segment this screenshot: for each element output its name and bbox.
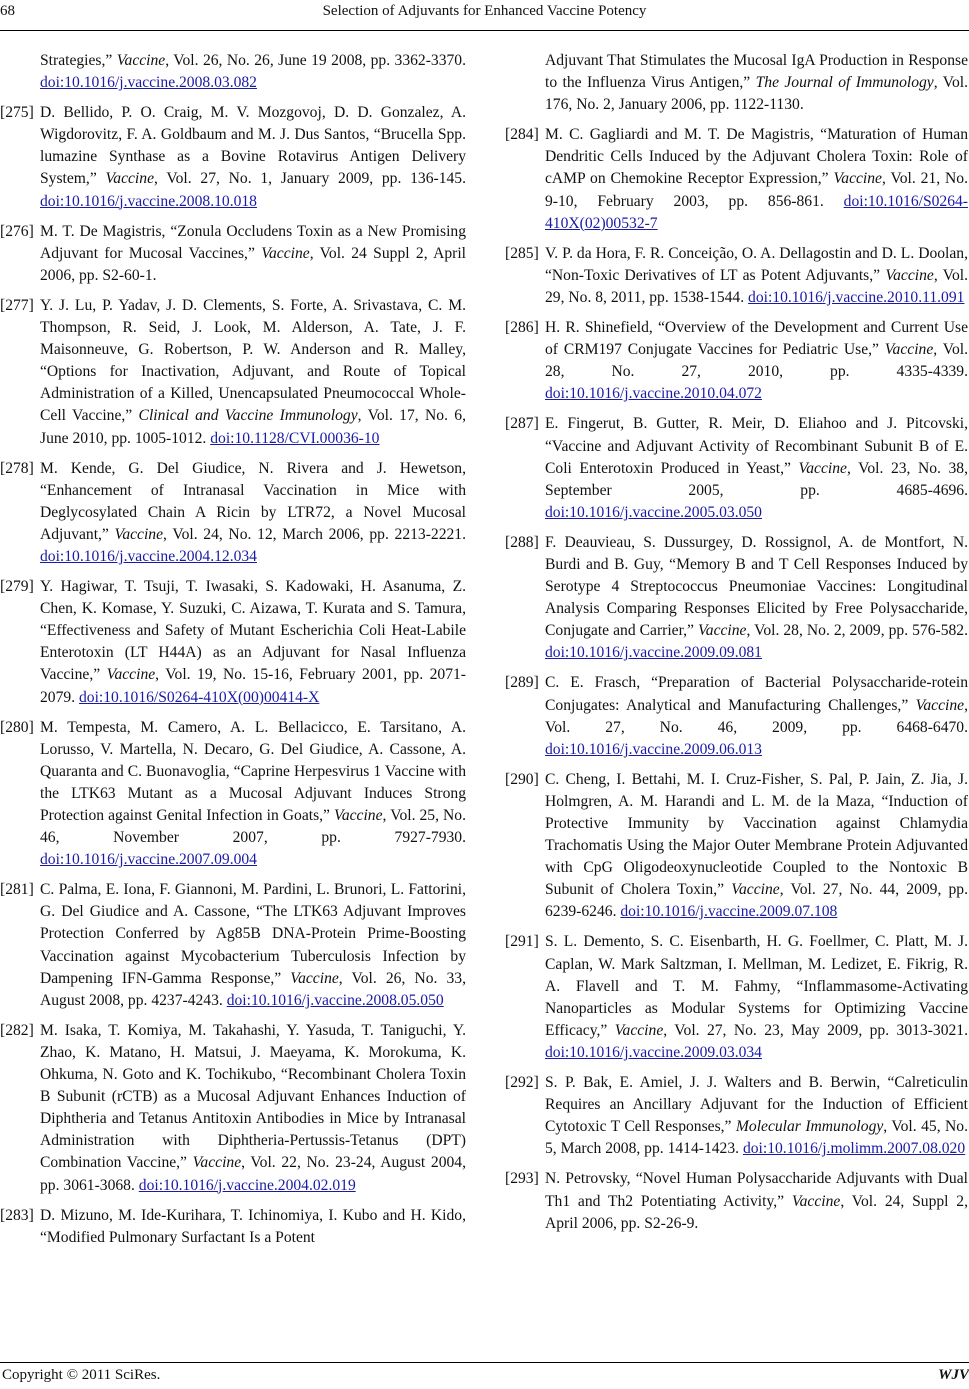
reference-text: C. E. Frasch, “Preparation of Bacterial Polysaccharide-rotein Conjugates: Analytical and Manufacturing Challenges,” bbox=[545, 674, 968, 714]
reference-entry bbox=[0, 1205, 466, 1249]
reference-text: V. P. da Hora, F. R. Conceição, O. A. Dellagostin and D. L. Doolan, “Non-Toxic Derivatives of LT as Potent Adjuvants,” bbox=[545, 244, 968, 284]
reference-text: M. C. Gagliardi and M. T. De Magistris, “Maturation of Human Dendritic Cells Induced by the Adjuvant Cholera Toxin: Role of cAMP on Chemokine Receptor Expression,” bbox=[545, 126, 968, 188]
doi-link[interactable]: doi:10.1016/j.vaccine.2008.05.050 bbox=[226, 991, 444, 1009]
doi-link[interactable]: doi:10.1016/j.vaccine.2009.07.108 bbox=[620, 903, 838, 921]
reference-journal: Vaccine bbox=[915, 696, 965, 714]
reference-details: , Vol. 27, No. 1, January 2009, pp. 136-145. bbox=[154, 170, 467, 188]
reference-journal: Molecular Immunology bbox=[735, 1118, 884, 1136]
doi-link[interactable]: doi:10.1016/j.vaccine.2005.03.050 bbox=[545, 503, 762, 521]
copyright-notice: Copyright © 2011 SciRes. bbox=[2, 1367, 161, 1383]
references-left-column bbox=[0, 50, 466, 1257]
reference-text: D. Mizuno, M. Ide-Kurihara, T. Ichinomiya, I. Kubo and H. Kido, “Modified Pulmonary Surfactant Is a Potent bbox=[40, 1206, 466, 1246]
reference-text: Y. Hagiwar, T. Tsuji, T. Iwasaki, S. Kadowaki, H. Asanuma, Z. Chen, K. Komase, Y. Suzuki, C. Aizawa, T. Kurata and S. Tamura, “Effectiveness and Safety of Mutant Escherichia Coli Heat-Labile Enterotoxin (LT H44A) as an Adjuvant for Nasal Influenza Vaccine,” bbox=[40, 578, 466, 684]
reference-text: Adjuvant That Stimulates the Mucosal IgA Production in Response to the Influenza Virus Antigen,” bbox=[545, 52, 968, 92]
reference-entry bbox=[505, 124, 968, 234]
doi-link[interactable]: doi:10.1016/j.vaccine.2010.04.072 bbox=[545, 385, 762, 403]
reference-number: [279] bbox=[0, 578, 34, 596]
doi-link[interactable]: doi:10.1016/j.vaccine.2004.12.034 bbox=[40, 547, 257, 565]
doi-link[interactable]: doi:10.1016/j.vaccine.2009.03.034 bbox=[545, 1043, 762, 1061]
reference-entry bbox=[505, 50, 968, 116]
reference-number: [276] bbox=[0, 222, 34, 240]
references-right-column bbox=[505, 50, 968, 1243]
reference-entry bbox=[0, 458, 466, 568]
reference-number: [287] bbox=[505, 415, 539, 433]
reference-journal: Vaccine bbox=[114, 525, 164, 543]
reference-text: M. Isaka, T. Komiya, M. Takahashi, Y. Yasuda, T. Taniguchi, Y. Zhao, K. Matano, H. Matsui, J. Maeyama, K. Morokuma, K. Ohkuma, N. Goto and K. Tochikubo, “Recombinant Cholera Toxin B Subunit (rCTB) as a Mucosal Adjuvant Enhances Induction of Diphtheria and Tetanus Antitoxin Antibodies in Mice by Intranasal Administration with Diphtheria-Pertussis-Tetanus (DPT) Combination Vaccine,” bbox=[40, 1021, 466, 1172]
reference-number: [285] bbox=[505, 244, 539, 262]
reference-journal: Vaccine bbox=[697, 622, 747, 640]
reference-number: [280] bbox=[0, 718, 34, 736]
reference-entry bbox=[0, 221, 466, 287]
reference-text: M. T. De Magistris, “Zonula Occludens Toxin as a New Promising Adjuvant for Mucosal Vaccines,” bbox=[40, 222, 466, 262]
reference-text: Y. J. Lu, P. Yadav, J. D. Clements, S. Forte, A. Srivastava, C. M. Thompson, R. Seid, J. Look, M. Alderson, A. Tate, J. F. Maisonneuve, G. Robertson, P. W. Anderson and R. Malley, “Options for Inactivation, Adjuvant, and Route of Topical Administration of a Killed, Unencapsulated Pneumococcal Whole-Cell Vaccine,” bbox=[40, 296, 466, 425]
reference-number: [292] bbox=[505, 1074, 539, 1092]
reference-entry bbox=[505, 1168, 968, 1234]
reference-number: [282] bbox=[0, 1021, 34, 1039]
reference-entry bbox=[0, 50, 466, 94]
page-header bbox=[0, 0, 969, 31]
reference-text: C. Palma, E. Iona, F. Giannoni, M. Pardini, L. Brunori, L. Fattorini, G. Del Giudice and A. Cassone, “The LTK63 Adjuvant Improves Protection Conferred by Ag85B DNA-Protein Prime-Boosting Vaccination against Mycobacterium Tuberculosis Infection by Dampening IFN-Gamma Response,” bbox=[40, 881, 466, 987]
reference-number: [293] bbox=[505, 1170, 539, 1188]
reference-journal: Vaccine bbox=[731, 881, 780, 899]
reference-text: N. Petrovsky, “Novel Human Polysaccharide Adjuvants with Dual Th1 and Th2 Potentiating Activity,” bbox=[545, 1170, 968, 1210]
reference-details: , Vol. 26, No. 26, June 19 2008, pp. 3362-3370. bbox=[165, 52, 466, 69]
reference-details: , Vol. 176, No. 2, January 2006, pp. 1122-1130. bbox=[545, 74, 968, 114]
reference-details: , Vol. 21, No. 9-10, February 2003, pp. 856-861. bbox=[545, 170, 968, 210]
reference-text: E. Fingerut, B. Gutter, R. Meir, D. Eliahoo and J. Pitcovski, “Vaccine and Adjuvant Activity of Recombinant Subunit B of E. Coli Enterotoxin Produced in Yeast,” bbox=[545, 415, 968, 477]
reference-text: H. R. Shinefield, “Overview of the Development and Current Use of CRM197 Conjugate Vaccines for Pediatric Use,” bbox=[545, 319, 968, 359]
reference-journal: Vaccine bbox=[334, 807, 383, 824]
doi-link[interactable]: doi:10.1016/j.vaccine.2009.06.013 bbox=[545, 740, 762, 758]
reference-journal: Vaccine bbox=[885, 266, 934, 284]
reference-text: Strategies,” bbox=[40, 52, 117, 69]
reference-entry bbox=[0, 576, 466, 709]
reference-text: S. P. Bak, E. Amiel, J. J. Walters and B. Berwin, “Calreticulin Requires an Ancillary Adjuvant for the Induction of Efficient Cytotoxic T Cell Responses,” bbox=[545, 1074, 968, 1136]
reference-entry bbox=[505, 413, 968, 523]
reference-entry bbox=[0, 102, 466, 212]
doi-link[interactable]: doi:10.1016/j.vaccine.2007.09.004 bbox=[40, 851, 257, 869]
running-title: Selection of Adjuvants for Enhanced Vaccine Potency bbox=[322, 3, 647, 19]
reference-journal: Vaccine bbox=[833, 170, 882, 188]
reference-journal: Vaccine bbox=[290, 969, 339, 987]
reference-number: [275] bbox=[0, 104, 34, 122]
reference-number: [284] bbox=[505, 126, 539, 144]
reference-details: , Vol. 17, No. 6, June 2010, pp. 1005-1012. bbox=[40, 407, 466, 447]
doi-link[interactable]: doi:10.1016/S0264-410X(02)00532-7 bbox=[545, 192, 968, 232]
reference-text: D. Bellido, P. O. Craig, M. V. Mozgovoj, D. D. Gonzalez, A. Wigdorovitz, F. A. Goldbaum and M. J. Dus Santos, “Brucella Spp. lumazine Synthase as a Bovine Rotavirus Antigen Delivery System,” bbox=[40, 104, 466, 188]
reference-text: M. Kende, G. Del Giudice, N. Rivera and J. Hewetson, “Enhancement of Intranasal Vaccination in Mice with Deglycosylated Chain A Ricin by LTR72, a Novel Mucosal Adjuvant,” bbox=[40, 459, 466, 543]
reference-number: [281] bbox=[0, 881, 34, 899]
reference-number: [283] bbox=[0, 1206, 34, 1224]
reference-number: [290] bbox=[505, 770, 539, 788]
doi-link[interactable]: doi:10.1016/j.vaccine.2004.02.019 bbox=[138, 1176, 356, 1194]
reference-entry bbox=[505, 532, 968, 665]
reference-number: [277] bbox=[0, 296, 34, 314]
reference-details: , Vol. 28, No. 2, 2009, pp. 576-582. bbox=[746, 622, 969, 640]
reference-details: , Vol. 28, No. 27, 2010, pp. 4335-4339. bbox=[545, 341, 968, 381]
reference-details: , Vol. 27, No. 46, 2009, pp. 6468-6470. bbox=[545, 696, 968, 736]
doi-link[interactable]: doi:10.1016/j.molimm.2007.08.020 bbox=[742, 1140, 966, 1158]
journal-abbreviation: WJV bbox=[938, 1367, 969, 1383]
doi-link[interactable]: doi:10.1128/CVI.00036-10 bbox=[210, 429, 380, 447]
reference-details: , Vol. 23, No. 38, September 2005, pp. 4685-4696. bbox=[545, 459, 968, 499]
reference-journal: Vaccine bbox=[884, 341, 934, 359]
reference-journal: Vaccine bbox=[261, 244, 310, 262]
page-number: 68 bbox=[0, 3, 15, 19]
reference-text: S. L. Demento, S. C. Eisenbarth, H. G. Foellmer, C. Platt, M. J. Caplan, W. Mark Saltzman, I. Mellman, M. Ledizet, E. Fikrig, R. A. Flavell and T. M. Fahmy, “Inflammasome-Activating Nanoparticles as Modular Systems for Optimizing Vaccine Efficacy,” bbox=[545, 933, 968, 1039]
reference-entry bbox=[505, 931, 968, 1064]
reference-entry bbox=[0, 1020, 466, 1197]
reference-details: , Vol. 45, No. 5, March 2008, pp. 1414-1423. bbox=[545, 1118, 968, 1158]
reference-entry bbox=[505, 1072, 968, 1160]
doi-link[interactable]: doi:10.1016/j.vaccine.2009.09.081 bbox=[545, 644, 762, 662]
reference-details: , Vol. 24 Suppl 2, April 2006, pp. S2-60-1. bbox=[40, 244, 466, 284]
reference-journal: Vaccine bbox=[791, 1192, 841, 1210]
reference-journal: Vaccine bbox=[614, 1021, 664, 1039]
reference-text: C. Cheng, I. Bettahi, M. I. Cruz-Fisher, S. Pal, P. Jain, Z. Jia, J. Holmgren, A. M. Harandi and L. M. de la Maza, “Induction of Protective Immunity by Vaccination against Chlamydia Trachomatis Using the Major Outer Membrane Protein Adjuvanted with CpG Oligodeoxynucleotide Coupled to the Nontoxic B Subunit of Cholera Toxin,” bbox=[545, 770, 968, 899]
reference-details: , Vol. 24, Suppl 2, April 2006, pp. S2-26-9. bbox=[545, 1192, 968, 1232]
reference-details: , Vol. 29, No. 8, 2011, pp. 1538-1544. bbox=[545, 266, 969, 306]
reference-journal: Vaccine bbox=[116, 52, 166, 69]
doi-link[interactable]: doi:10.1016/S0264-410X(00)00414-X bbox=[78, 688, 320, 706]
reference-entry bbox=[0, 717, 466, 872]
reference-details: , Vol. 22, No. 23-24, August 2004, pp. 3061-3068. bbox=[40, 1154, 466, 1194]
reference-details: , Vol. 27, No. 44, 2009, pp. 6239-6246. bbox=[545, 881, 969, 921]
doi-link[interactable]: doi:10.1016/j.vaccine.2008.10.018 bbox=[40, 192, 257, 210]
reference-journal: Vaccine bbox=[106, 666, 156, 684]
doi-link[interactable]: doi:10.1016/j.vaccine.2010.11.091 bbox=[748, 288, 965, 306]
reference-entry bbox=[505, 317, 968, 405]
reference-number: [289] bbox=[505, 674, 539, 692]
reference-entry bbox=[505, 769, 968, 924]
reference-journal: Vaccine bbox=[798, 459, 847, 477]
reference-details: , Vol. 19, No. 15-16, February 2001, pp. 2071-2079. bbox=[40, 666, 466, 706]
reference-entry bbox=[505, 672, 968, 760]
page-footer bbox=[0, 1362, 969, 1389]
reference-journal: Vaccine bbox=[105, 170, 154, 188]
reference-details: , Vol. 25, No. 46, November 2007, pp. 7927-7930. bbox=[40, 807, 466, 847]
reference-entry bbox=[0, 295, 466, 450]
reference-number: [291] bbox=[505, 933, 539, 951]
reference-text: F. Deauvieau, S. Dussurgey, D. Rossignol, A. de Montfort, N. Burdi and B. Guy, “Memory B and T Cell Responses Induced by Serotype 4 Streptococcus Pneumoniae Vaccines: Longitudinal Analysis Comparing Responses Elicited by Free Polysaccharide, Conjugate and Carrier,” bbox=[545, 533, 968, 640]
reference-details: , Vol. 26, No. 33, August 2008, pp. 4237-4243. bbox=[40, 969, 466, 1009]
reference-details: , Vol. 27, No. 23, May 2009, pp. 3013-3021. bbox=[663, 1021, 968, 1039]
reference-details: , Vol. 24, No. 12, March 2006, pp. 2213-2221. bbox=[163, 525, 466, 543]
reference-number: [286] bbox=[505, 319, 539, 337]
reference-journal: Vaccine bbox=[192, 1154, 242, 1172]
reference-number: [288] bbox=[505, 533, 539, 551]
reference-number: [278] bbox=[0, 459, 34, 477]
doi-link[interactable]: doi:10.1016/j.vaccine.2008.03.082 bbox=[40, 74, 257, 92]
reference-journal: Clinical and Vaccine Immunology bbox=[138, 407, 358, 425]
reference-entry bbox=[505, 243, 968, 309]
reference-entry bbox=[0, 879, 466, 1012]
reference-journal: The Journal of Immunology bbox=[755, 74, 934, 92]
reference-text: M. Tempesta, M. Camero, A. L. Bellacicco, E. Tarsitano, A. Lorusso, V. Martella, N. Decaro, G. Del Giudice, A. Cassone, A. Quaranta and C. Buonavoglia, “Caprine Herpesvirus 1 Vaccine with the LTK63 Mutant as a Mucosal Adjuvant Induces Strong Protection against Genital Infection in Goats,” bbox=[40, 718, 466, 824]
